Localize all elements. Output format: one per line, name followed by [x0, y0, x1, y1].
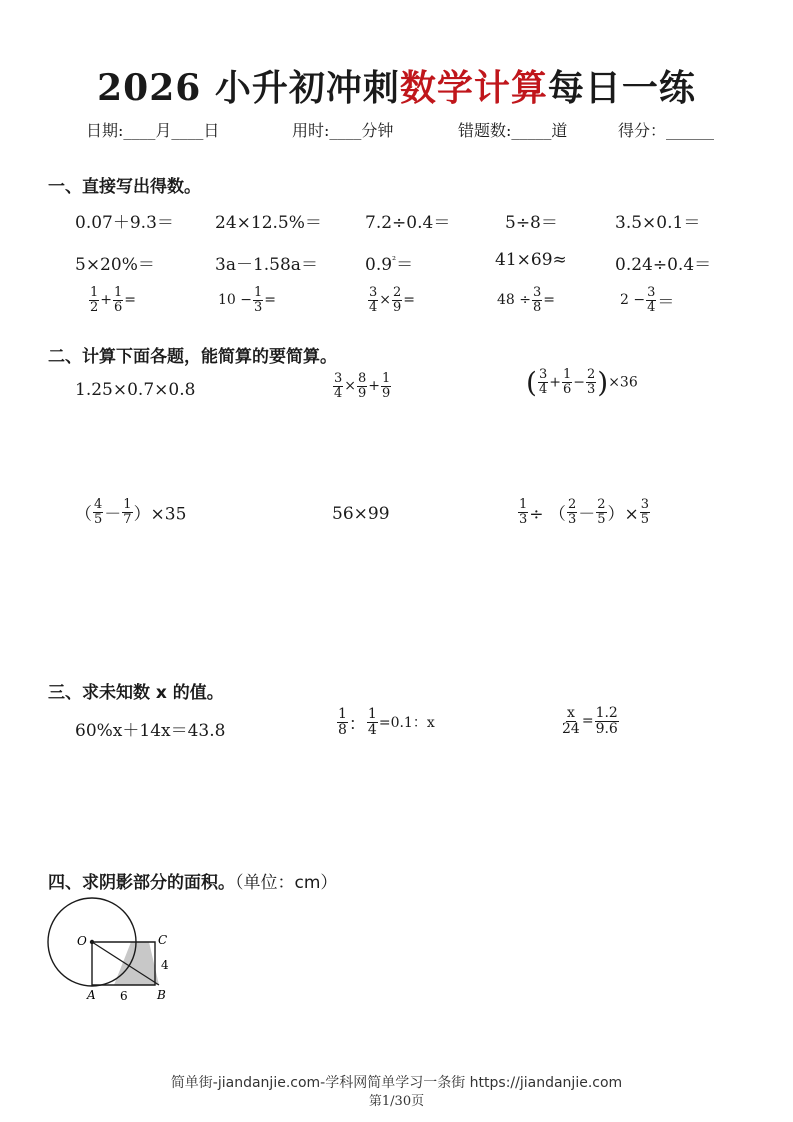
oral-problem-13: $\frac{3}{4}$ × $\frac{2}{9}$ =	[369, 285, 416, 315]
oral-problem-12: 10 − $\frac{1}{3}$ =	[218, 285, 277, 315]
calc-problem-5: 56×99	[332, 504, 390, 524]
section-4-heading: 四、求阴影部分的面积。（单位：cm）	[48, 873, 338, 893]
oral-problem-10: 0.24÷0.4＝	[615, 255, 712, 275]
oral-problem-9: 41×69≈	[495, 250, 567, 270]
title-highlight: 数学计算	[399, 67, 548, 109]
section-3-heading: 三、求未知数 x 的值。	[48, 683, 224, 703]
oral-problem-8: $0.9^{^2}=$	[365, 255, 414, 275]
calc-problem-6: $\frac{1}{3}$ ÷ （ $\frac{2}{3}$ － $\frac{2}{5}$ ）× $\frac{3}{5}$	[519, 497, 650, 527]
label-o: O	[77, 934, 87, 948]
equation-3: $\frac{x}{24}$ = $\frac{1.2}{9.6}$	[562, 705, 618, 737]
shaded-area-figure	[40, 895, 180, 1010]
title-part3: 每日一练	[547, 67, 696, 109]
equation-1: 60%x＋14x＝43.8	[75, 721, 226, 741]
date-field: 日期:____月____日	[86, 121, 220, 140]
shaded-region	[114, 942, 159, 985]
oral-problem-4: 5÷8＝	[505, 213, 558, 233]
page-number: 第1/30页	[368, 1094, 425, 1109]
center-point	[90, 940, 94, 944]
page-title	[0, 60, 793, 111]
label-four: 4	[161, 958, 169, 972]
label-six: 6	[120, 989, 128, 1003]
label-c: C	[158, 933, 168, 947]
footer-source: 简单街-jiandanjie.com-学科网简单学习一条街 https://jiandanjie.com	[170, 1075, 623, 1091]
errors-field: 错题数:_____道	[458, 121, 568, 140]
oral-problem-14: 48 ÷ $\frac{3}{8}$ =	[497, 285, 556, 315]
section-2-heading: 二、计算下面各题，能简算的要简算。	[48, 347, 337, 367]
oral-problem-15: 2 − $\frac{3}{4}$ ＝	[620, 285, 675, 315]
oral-problem-1: 0.07＋9.3＝	[75, 213, 174, 233]
oral-problem-11: $\frac{1}{2}$ + $\frac{1}{6}$ =	[90, 285, 137, 315]
oral-problem-2: 24×12.5%＝	[215, 213, 322, 233]
oral-problem-7: 3a－1.58a＝	[215, 255, 318, 275]
oral-problem-3: 7.2÷0.4＝	[365, 213, 451, 233]
calc-problem-1: 1.25×0.7×0.8	[75, 380, 196, 400]
oral-problem-6: 5×20%＝	[75, 255, 155, 275]
label-b: B	[157, 988, 166, 1002]
section-1-heading: 一、直接写出得数。	[48, 177, 201, 197]
title-part1: 2026 小升初冲刺	[97, 67, 400, 109]
calc-problem-3: ( $\frac{3}{4}$ + $\frac{1}{6}$ − $\frac{2}{3}$ )×36	[526, 366, 638, 399]
score-field: 得分：______	[618, 121, 715, 140]
calc-problem-2: $\frac{3}{4}$ × $\frac{8}{9}$ + $\frac{1}{9}$	[334, 371, 391, 401]
calc-problem-4: （ $\frac{4}{5}$ － $\frac{1}{7}$ ）×35	[75, 497, 187, 527]
time-field: 用时:____分钟	[292, 121, 394, 140]
label-a: A	[87, 988, 96, 1002]
equation-2: $\frac{1}{8}$ ： $\frac{1}{4}$ =0.1：x	[338, 706, 435, 738]
oral-problem-5: 3.5×0.1＝	[615, 213, 701, 233]
